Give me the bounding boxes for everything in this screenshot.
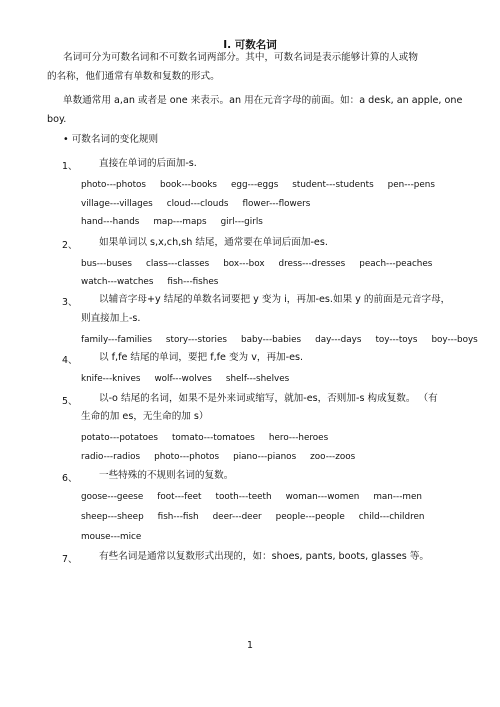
example-word: girl---girls xyxy=(220,217,263,227)
example-word: pen---pens xyxy=(387,180,435,190)
rule-text: 如果单词以 s,x,ch,sh 结尾，通常要在单词后面加-es. xyxy=(99,237,328,248)
example-row xyxy=(81,198,324,210)
example-word: fish---fishes xyxy=(167,277,219,287)
example-word: book---books xyxy=(160,180,218,190)
example-word: dress---dresses xyxy=(278,259,346,269)
example-word: photo---photos xyxy=(81,180,147,190)
intro-line-2: 的名称，他们通常有单数和复数的形式。 xyxy=(47,71,220,82)
example-word: hero---heroes xyxy=(268,433,329,443)
intro-line-3: 单数通常用 a,an 或者是 one 来表示。an 用在元音字母的前面。如：a desk, an apple, one xyxy=(63,95,463,106)
example-word: peach---peaches xyxy=(359,259,433,269)
example-word: woman---women xyxy=(285,492,360,502)
rule-number: 4、 xyxy=(62,355,78,366)
example-word: zoo---zoos xyxy=(310,452,356,462)
rule-text: 以 f,fe 结尾的单词，要把 f,fe 变为 v，再加-es. xyxy=(99,352,304,363)
example-row xyxy=(81,258,446,270)
example-word: foot---feet xyxy=(157,492,202,502)
example-word: potato---potatoes xyxy=(81,433,158,443)
example-word: watch---watches xyxy=(81,277,154,287)
example-word: student---students xyxy=(292,180,374,190)
example-word: cloud---clouds xyxy=(166,199,229,209)
example-row xyxy=(81,491,436,503)
example-word: hand---hands xyxy=(81,217,140,227)
example-row xyxy=(81,451,369,463)
example-word: sheep---sheep xyxy=(81,512,144,522)
page-number: 1 xyxy=(247,640,253,651)
rule-number: 3、 xyxy=(62,297,78,308)
rule-text: 生命的加 es，无生命的加 s） xyxy=(81,411,209,422)
example-row xyxy=(81,276,232,288)
example-word: day---days xyxy=(315,335,362,345)
rule-number: 6、 xyxy=(62,473,78,484)
example-word: fish---fish xyxy=(157,512,199,522)
example-row xyxy=(81,373,303,385)
example-row xyxy=(81,511,438,523)
example-word: baby---babies xyxy=(240,335,302,345)
example-word: boy---boys xyxy=(431,335,478,345)
section-title: I. 可数名词 xyxy=(223,39,277,51)
example-word: egg---eggs xyxy=(231,180,279,190)
example-word: map---maps xyxy=(153,217,207,227)
example-word: people---people xyxy=(275,512,345,522)
intro-line-4: boy. xyxy=(47,114,67,125)
example-word: mouse---mice xyxy=(81,532,142,542)
rule-number: 7、 xyxy=(62,554,78,565)
example-word: deer---deer xyxy=(212,512,262,522)
example-word: bus---buses xyxy=(81,259,133,269)
example-word: class---classes xyxy=(146,259,210,269)
rule-number: 1、 xyxy=(62,161,78,172)
example-word: flower---flowers xyxy=(242,199,311,209)
rule-text: 直接在单词的后面加-s. xyxy=(99,158,197,169)
example-word: village---villages xyxy=(81,199,153,209)
rule-number: 5、 xyxy=(62,396,78,407)
example-word: toy---toys xyxy=(375,335,418,345)
example-word: man---men xyxy=(373,492,422,502)
example-word: goose---geese xyxy=(81,492,144,502)
rule-text: 则直接加上-s. xyxy=(81,313,141,324)
example-word: tooth---teeth xyxy=(215,492,272,502)
rule-text: 以-o 结尾的名词，如果不是外来词或缩写，就加-es，否则加-s 构成复数。 （有 xyxy=(99,393,438,404)
subheading: • 可数名词的变化规则 xyxy=(63,134,159,145)
example-word: story---stories xyxy=(165,335,227,345)
rule-text: 一些特殊的不规则名词的复数。 xyxy=(99,470,234,481)
example-word: wolf---wolves xyxy=(154,374,212,384)
example-word: tomato---tomatoes xyxy=(171,433,255,443)
rule-text: 以辅音字母+y 结尾的单数名词要把 y 变为 i，再加-es.如果 y 的前面是元音字母， xyxy=(99,294,451,305)
example-word: child---children xyxy=(358,512,425,522)
example-word: box---box xyxy=(223,259,265,269)
example-row xyxy=(81,334,492,346)
example-row xyxy=(81,531,155,543)
example-word: family---families xyxy=(81,335,152,345)
example-word: shelf---shelves xyxy=(225,374,290,384)
example-word: radio---radios xyxy=(81,452,141,462)
rule-number: 2、 xyxy=(62,240,78,251)
intro-line-1: 名词可分为可数名词和不可数名词两部分。其中，可数名词是表示能够计算的人或物 xyxy=(63,52,418,63)
example-word: knife---knives xyxy=(81,374,141,384)
example-row xyxy=(81,179,449,191)
example-row xyxy=(81,216,277,228)
rule-text: 有些名词是通常以复数形式出现的，如：shoes, pants, boots, glasses 等。 xyxy=(99,551,430,562)
example-word: piano---pianos xyxy=(233,452,297,462)
example-row xyxy=(81,432,342,444)
example-word: photo---photos xyxy=(154,452,220,462)
